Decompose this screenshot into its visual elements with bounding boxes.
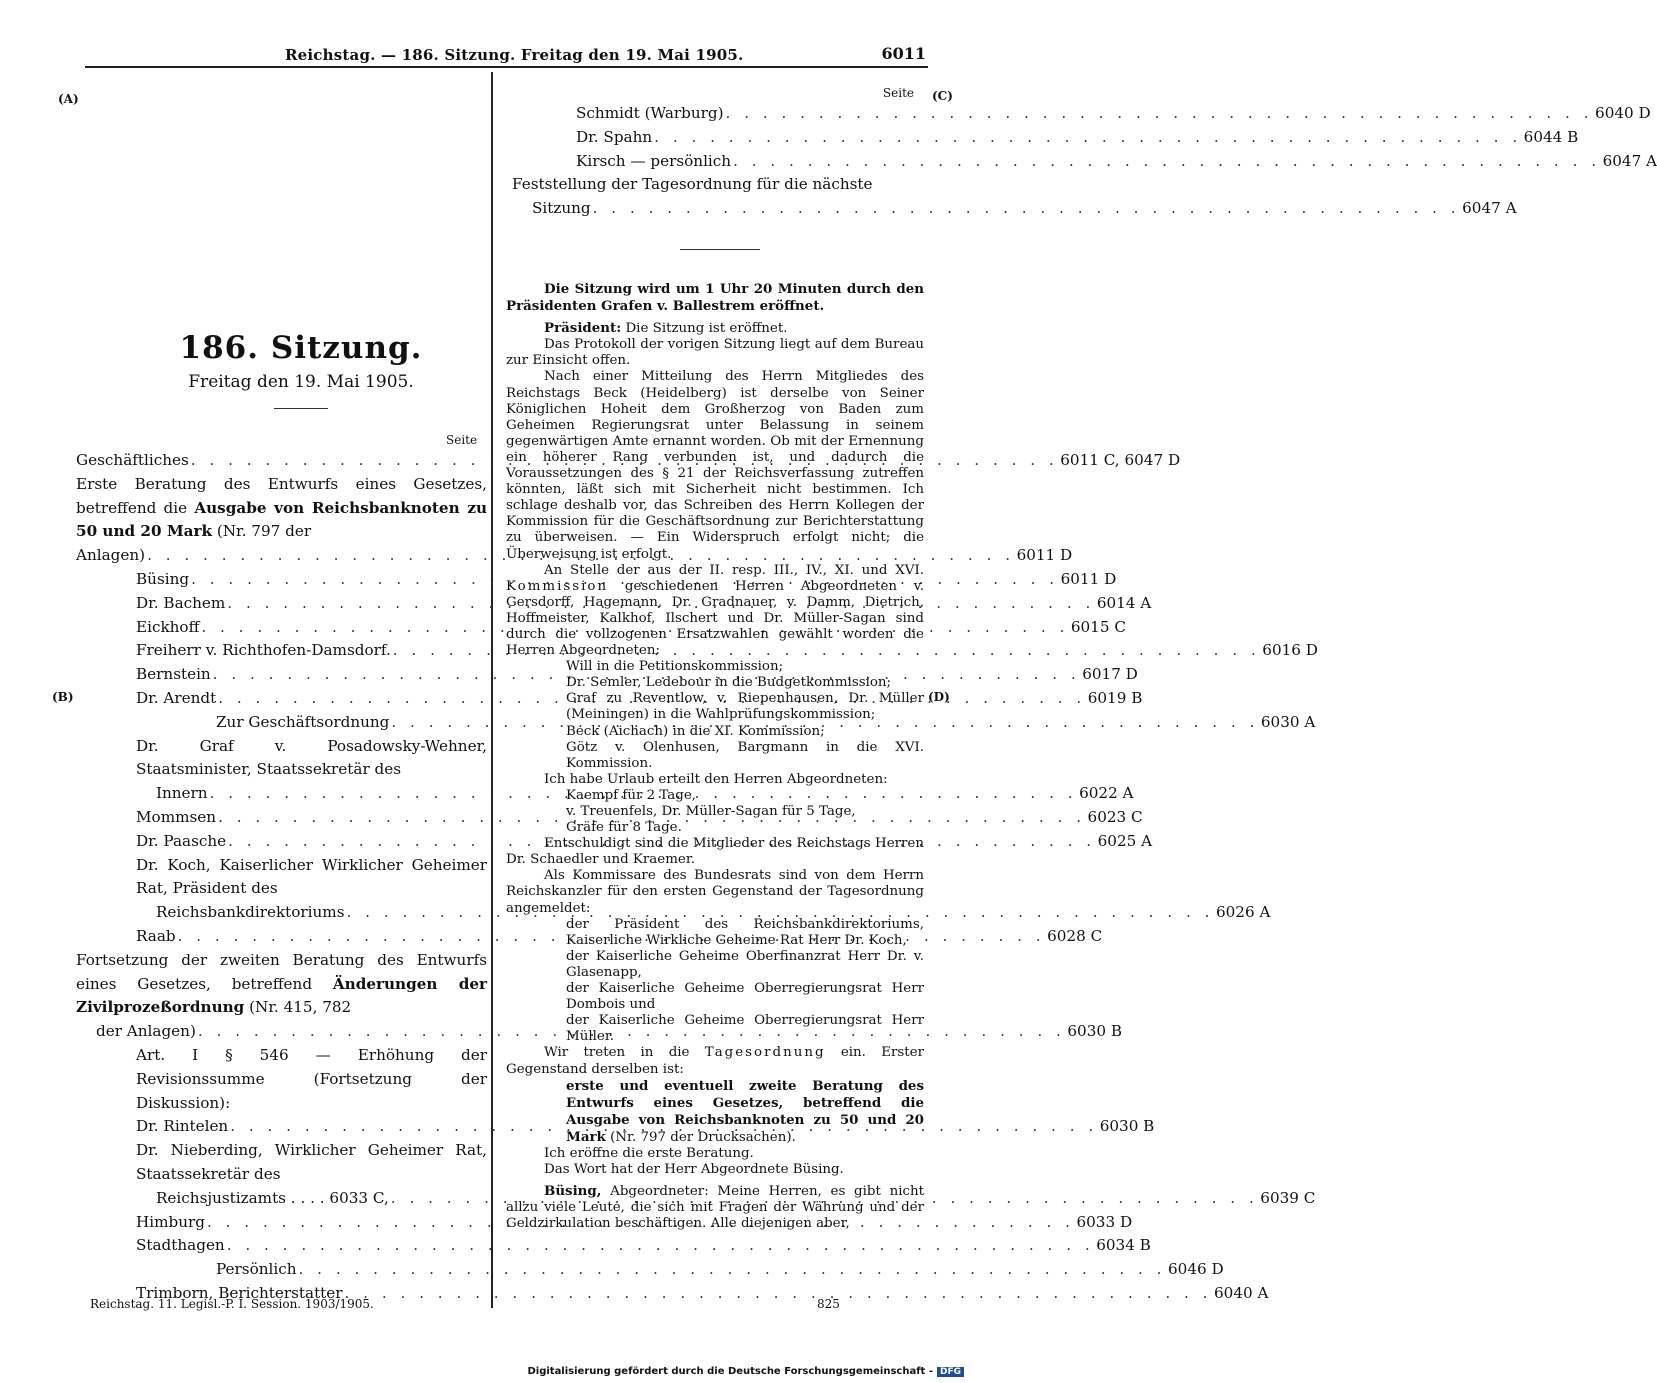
- toc-entry-bold: Ausgabe von Reichsbanknoten zu 50 und 20 Mark: [76, 498, 487, 541]
- digitization-text: Digitalisierung gefördert durch die Deutsche Forschungsgemeinschaft -: [527, 1366, 933, 1377]
- list-item: Gräfe für 8 Tage.: [566, 820, 682, 836]
- toc-entry-text: Persönlich: [216, 1260, 297, 1279]
- toc-entry-text: Kirsch — persönlich: [576, 151, 732, 170]
- toc-entry-page: 6044 B: [1523, 127, 1579, 146]
- leader-dots: [225, 1234, 1096, 1258]
- paragraph: [506, 320, 924, 337]
- paragraph: Nach einer Mitteilung des Herrn Mitgliedes des Reichstags Beck (Heidelberg) ist derselbe von Seiner Königlichen Hoheit dem Großherzog von Baden zum Geheimen Regierungsrat unter Belassung in seinem gegenwärtigen Amte ernannt worden. Ob mit der Ernennung ein höherer Rang verbunden ist, und dadurch die Voraussetzungen des § 21 der Reichsverfassung zutreffen könnten, läßt sich mit Sicherheit nicht bestimmen. Ich schlage deshalb vor, das Schreiben des Herrn Kollegen der Kommission für die Geschäftsordnung zur Berichterstattung zu überweisen. — Ein Widerspruch erfolgt nicht; die Überweisung ist erfolgt.: [506, 369, 924, 562]
- speaker: Präsident:: [544, 320, 622, 337]
- leader-dots: [652, 126, 1523, 150]
- short-rule: [274, 408, 328, 409]
- toc-entry: [76, 854, 487, 902]
- toc-entry-page: 6034 B: [1096, 1236, 1151, 1255]
- list-item: Götz v. Olenhusen, Bargmann in die XVI. Kommission.: [566, 739, 924, 771]
- opening-paragraph: [506, 281, 924, 315]
- paragraph-text: Wir treten in die: [544, 1045, 705, 1061]
- session-title: 186. Sitzung.: [179, 330, 423, 366]
- seite-label: Seite: [446, 433, 478, 447]
- toc-entry: [76, 1044, 487, 1115]
- toc-entry-text: Dr. Graf v. Posadowsky-Wehner, Staatsminister, Staatssekretär des: [136, 736, 487, 779]
- toc-entry-tail: (Nr. 415, 782: [244, 998, 352, 1017]
- margin-mark-b: (B): [52, 690, 74, 704]
- spaced-word: Kommission: [506, 578, 609, 594]
- toc-entry: [512, 150, 1657, 174]
- toc-continuation-rows: [512, 102, 1657, 221]
- list-item: Dr. Semler, Ledebour in die Budgetkommission;: [566, 675, 892, 691]
- toc-entry-text: Stadthagen: [136, 1236, 225, 1255]
- toc-entry-text: Fortsetzung der zweiten Beratung des Entwurfs eines Gesetzes, betreffend: [76, 950, 487, 993]
- dfg-logo: DFG: [937, 1367, 964, 1377]
- paragraph-text: ein. Erster Gegenstand derselben ist:: [506, 1045, 925, 1077]
- toc-entry-text: Dr. Arendt: [136, 688, 217, 707]
- paragraph: [506, 1183, 924, 1232]
- left-footer: Reichstag. 11. Legisl.-P. I. Session. 1903/1905.: [90, 1297, 374, 1311]
- paragraph-text: Die Sitzung ist eröffnet.: [621, 321, 788, 337]
- toc-entry-text: Innern: [156, 784, 208, 803]
- toc-entry: [76, 949, 487, 1020]
- list-item: der Kaiserliche Geheime Oberregierungsrat Herr Dombois und: [566, 981, 924, 1013]
- session-date: Freitag den 19. Mai 1905.: [188, 372, 414, 392]
- session-heading: [76, 330, 486, 409]
- toc-entry-text: Bernstein: [136, 665, 211, 684]
- toc-entry-page: 6040 A: [1214, 1283, 1269, 1302]
- agenda-ref: (Nr. 797 der Drucksachen).: [605, 1129, 796, 1145]
- toc-entry: [76, 1211, 1133, 1235]
- toc-entry-text: der Anlagen): [96, 1022, 196, 1041]
- toc-entry-text: Dr. Nieberding, Wirklicher Geheimer Rat, Staatssekretär des: [136, 1141, 487, 1183]
- toc-entry: [76, 901, 1271, 925]
- list-item: der Präsident des Reichsbankdirektoriums, Kaiserliche Wirkliche Geheime Rat Herr Dr. Koch,: [566, 916, 924, 948]
- toc-entry: [76, 616, 1126, 640]
- toc-entry: [76, 1139, 487, 1187]
- toc-entry-page: 6030 A: [1260, 712, 1316, 731]
- section-rule: [680, 249, 760, 250]
- toc-entry-text: Sitzung: [532, 199, 591, 218]
- paragraph: [506, 1045, 924, 1077]
- margin-mark-a: (A): [58, 92, 79, 106]
- toc-entry: [512, 102, 1651, 126]
- toc-entry-text: Büsing: [136, 569, 190, 588]
- toc-entry: [76, 735, 487, 783]
- toc-entry-page: 6011 D: [1016, 546, 1073, 565]
- list-item: Kaempf für 2 Tage,: [566, 787, 697, 803]
- list-item: Will in die Petitionskommission;: [566, 659, 784, 675]
- list-item: Graf zu Reventlow, v. Riepenhausen, Dr. Müller (Meiningen) in die Wahlprüfungskommission;: [566, 691, 924, 723]
- toc-entry-bold: Änderungen der Zivilprozeßordnung: [76, 974, 487, 1017]
- toc-entry-text: Himburg: [136, 1212, 205, 1231]
- paragraph: Ich habe Urlaub erteilt den Herren Abgeordneten:: [544, 771, 888, 787]
- margin-mark-d: (D): [928, 690, 950, 704]
- toc-entry: [76, 639, 1318, 663]
- toc-entry-text: Raab: [136, 926, 176, 945]
- toc-entry-page: 6039 C: [1260, 1188, 1316, 1207]
- toc-entry-page: 6023 C: [1087, 807, 1143, 826]
- toc-entry-text: Dr. Koch, Kaiserlicher Wirklicher Geheimer Rat, Präsident des: [136, 855, 487, 898]
- toc-entry-text: Dr. Spahn: [576, 127, 653, 146]
- toc-entry-text: Trimborn, Berichterstatter: [136, 1283, 343, 1302]
- toc-entry-text: Geschäftliches: [76, 451, 189, 469]
- toc-entry-page: 6047 A: [1462, 199, 1517, 218]
- toc-entry: [76, 449, 1181, 473]
- spaced-word: Tagesordnung: [704, 1045, 826, 1061]
- toc-entry-page: 6015 C: [1070, 617, 1126, 636]
- paragraph: Als Kommissare des Bundesrats sind von dem Herrn Reichskanzler für den ersten Gegenstand der Tagesordnung angemeldet:: [506, 868, 924, 916]
- toc-entry: [76, 1234, 1151, 1258]
- paragraph: Das Wort hat der Herr Abgeordnete Büsing.: [544, 1162, 844, 1178]
- toc-entry-text: Anlagen): [76, 546, 146, 565]
- paragraph: Entschuldigt sind die Mitglieder des Reichstags Herren Dr. Schaedler und Kraemer.: [506, 836, 924, 868]
- toc-entry-text: Erste Beratung des Entwurfs eines Gesetzes, betreffend die: [76, 474, 487, 517]
- toc-entry: [76, 473, 487, 544]
- toc-entry-page: 6026 A: [1215, 903, 1271, 922]
- toc-entry-page: 6047 A: [1602, 151, 1657, 170]
- paragraph: Ich eröffne die erste Beratung.: [544, 1145, 754, 1161]
- toc-entry-page: 6033 D: [1076, 1212, 1133, 1231]
- toc-entry-page: 6025 A: [1097, 831, 1153, 850]
- agenda-title: erste und eventuell zweite Beratung des Entwurfs eines Gesetzes, betreffend die Ausgabe von Reichsbanknoten zu 50 und 20 Mark: [566, 1077, 924, 1145]
- leader-dots: [343, 1282, 1214, 1306]
- toc-entry: [76, 544, 1073, 568]
- list-item: v. Treuenfels, Dr. Müller-Sagan für 5 Tage,: [566, 804, 856, 819]
- paragraph: Das Protokoll der vorigen Sitzung liegt auf dem Bureau zur Einsicht offen.: [506, 337, 924, 369]
- toc-entry-page: 6017 D: [1082, 665, 1138, 684]
- toc-entry-page: 6016 D: [1262, 641, 1318, 660]
- toc-entry-text: Dr. Rintelen: [136, 1117, 229, 1136]
- seite-label-right: Seite: [882, 86, 914, 100]
- toc-entry: [512, 173, 924, 197]
- toc-entry: [76, 592, 1152, 616]
- digitization-note: [527, 1366, 964, 1377]
- toc-entry-tail: (Nr. 797 der: [212, 522, 312, 541]
- proceedings-text: [506, 281, 924, 1232]
- toc-entry-page: 6028 C: [1047, 926, 1103, 945]
- toc-entry-text: Dr. Paasche: [136, 831, 227, 850]
- running-title: Reichstag. — 186. Sitzung. Freitag den 19. Mai 1905.: [285, 46, 744, 64]
- toc-entry-page: 6030 B: [1067, 1022, 1123, 1041]
- toc-entry-page: 6019 B: [1087, 688, 1143, 707]
- header-rule: [85, 66, 928, 68]
- paragraph-text: Abgeordneter: Meine Herren, es gibt nicht allzu viele Leute, die sich mit Fragen der Währung und der Geldzirkulation beschäftigen. Alle diejenigen aber,: [506, 1184, 924, 1232]
- toc-entry-page: 6046 D: [1168, 1260, 1224, 1279]
- toc-entry-text: Zur Geschäftsordnung: [216, 712, 390, 731]
- agenda-item: [506, 1078, 924, 1146]
- paragraph-text: An Stelle der aus der II. resp. III., IV., XI. und XVI.: [544, 562, 924, 578]
- paragraph: [506, 563, 924, 660]
- list-item: der Kaiserliche Geheime Oberregierungsrat Herr Müller.: [566, 1013, 924, 1045]
- toc-entry: [512, 197, 1517, 221]
- toc-entry-text: Dr. Bachem: [136, 593, 226, 612]
- toc-entry-text: Mommsen: [136, 807, 217, 826]
- list-item: der Kaiserliche Geheime Oberfinanzrat Herr Dr. v. Glasenapp,: [566, 948, 924, 980]
- leader-dots: [297, 1258, 1168, 1282]
- toc-entry: [76, 1258, 1224, 1282]
- toc-entry-page: 6030 B: [1099, 1117, 1155, 1136]
- list-item: Beck (Aichach) in die XI. Kommission;: [566, 723, 825, 739]
- toc-entry-text: Freiherr v. Richthofen-Damsdorf.: [136, 641, 391, 660]
- leader-dots: [591, 197, 1462, 221]
- toc-entry-text: Reichsjustizamts . . . . 6033 C,: [156, 1188, 389, 1207]
- margin-mark-c: (C): [932, 89, 953, 103]
- page-number: 6011: [881, 44, 926, 63]
- toc-entry-text: Schmidt (Warburg): [576, 104, 724, 122]
- toc-entry-text: Feststellung der Tagesordnung für die nächste: [512, 175, 873, 194]
- toc-entry-text: Art. I § 546 — Erhöhung der Revisionssumme (Fortsetzung der Diskussion):: [136, 1045, 487, 1112]
- toc-entry-page: 6011 D: [1060, 569, 1117, 588]
- signature-number: 825: [817, 1297, 840, 1311]
- toc-entry-page: 6011 C, 6047 D: [1060, 451, 1181, 469]
- paragraph-text: geschiedenen Herren Abgeordneten v. Gersdorff, Hagemann, Dr. Gradnauer, v. Damm, Dietrich, Hoffmeister, Kalkhof, Ilschert und Dr. Müller-Sagan sind durch die vollzogenen Ersatzwahlen gewählt worden die Herren Abgeordneten:: [506, 578, 924, 659]
- leader-dots: [731, 150, 1602, 174]
- toc-entry: [512, 126, 1579, 150]
- opening-text: Die Sitzung wird um 1 Uhr 20 Minuten durch den Präsidenten Grafen v. Ballestrem eröffnet.: [506, 281, 924, 315]
- toc-entry-page: 6022 A: [1079, 784, 1134, 803]
- toc-entry-text: Eickhoff: [136, 617, 200, 636]
- toc-entry-page: 6014 A: [1096, 593, 1152, 612]
- leader-dots: [724, 102, 1595, 126]
- toc-entry-text: Reichsbankdirektoriums: [156, 903, 345, 922]
- toc-entry-page: 6040 D: [1595, 104, 1651, 122]
- speaker: Büsing,: [544, 1183, 602, 1200]
